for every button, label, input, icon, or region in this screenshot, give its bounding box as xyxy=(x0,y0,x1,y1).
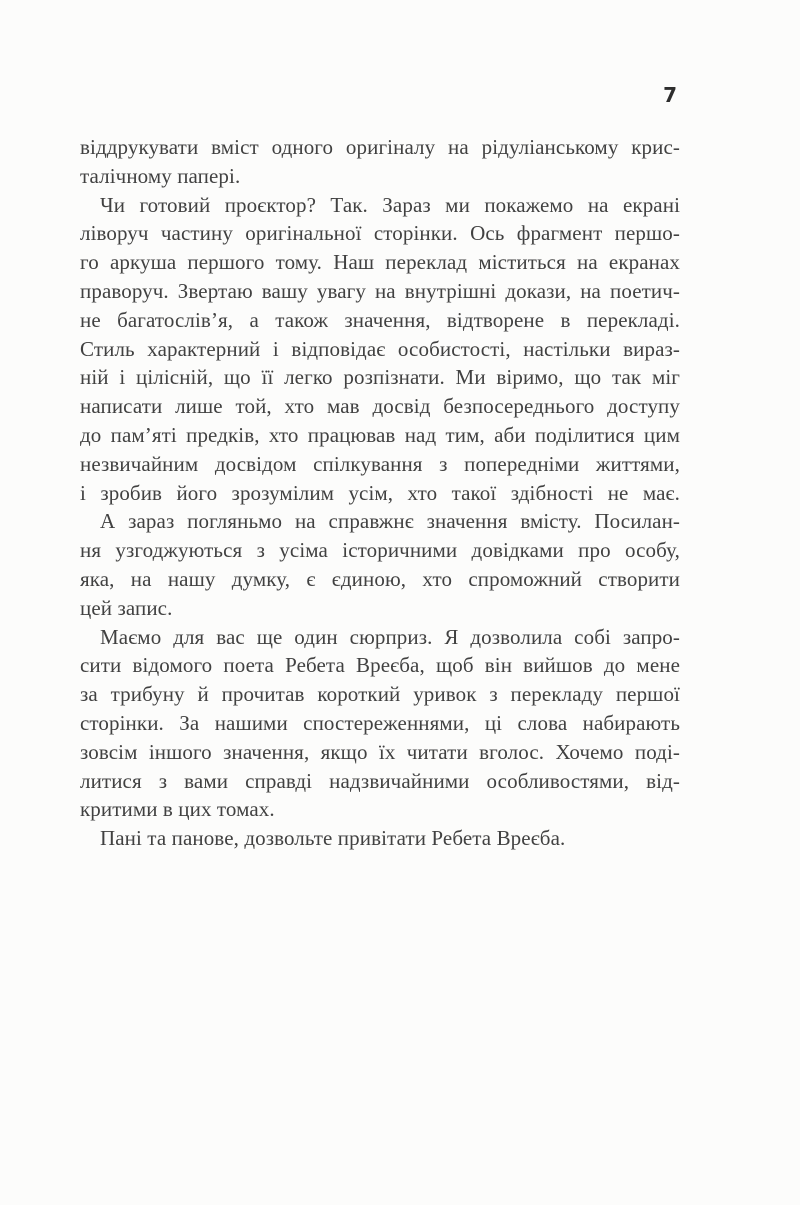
paragraph xyxy=(80,507,680,622)
text-line: написати лише той, хто мав досвід безпосереднього доступу xyxy=(80,394,680,419)
paragraph xyxy=(80,133,680,191)
text-block xyxy=(80,133,680,853)
text-line: яка, на нашу думку, є єдиною, хто спроможний створити xyxy=(80,566,680,591)
text-line: го аркуша першого тому. Наш переклад міститься на екранах xyxy=(80,250,680,275)
text-line: за трибуну й прочитав короткий уривок з перекладу першої xyxy=(80,682,680,707)
text-line: А зараз погляньмо на справжнє значення вмісту. Посилан- xyxy=(100,509,680,534)
text-line: праворуч. Звертаю вашу увагу на внутрішні докази, на поетич- xyxy=(80,278,680,303)
text-line: Пані та панове, дозвольте привітати Ребета Вреєба. xyxy=(100,826,566,851)
paragraph xyxy=(80,824,680,853)
text-line: не багатослів’я, а також значення, відтворене в перекладі. xyxy=(80,307,680,332)
text-line: талічному папері. xyxy=(80,163,241,188)
text-line: Чи готовий проєктор? Так. Зараз ми покажемо на екрані xyxy=(100,192,680,217)
text-line: ній і цілісній, що її легко розпізнати. Ми віримо, що так міг xyxy=(80,365,680,390)
paragraph xyxy=(80,623,680,825)
text-line: ліворуч частину оригінальної сторінки. Ось фрагмент першо- xyxy=(80,221,680,246)
text-line: зовсім іншого значення, якщо їх читати вголос. Хочемо поді- xyxy=(80,739,680,764)
text-line: незвичайним досвідом спілкування з попередніми життями, xyxy=(80,451,680,476)
text-line: і зробив його зрозумілим усім, хто такої здібності не має. xyxy=(80,480,680,505)
text-line: віддрукувати вміст одного оригіналу на рідуліанському крис- xyxy=(80,135,680,159)
text-line: Стиль характерний і відповідає особистості, настільки вираз- xyxy=(80,336,680,361)
text-line: литися з вами справді надзвичайними особливостями, від- xyxy=(80,768,680,793)
text-line: цей запис. xyxy=(80,595,173,620)
text-line: до пам’яті предків, хто працював над тим, аби поділитися цим xyxy=(80,422,680,447)
paragraph xyxy=(80,191,680,508)
text-line: критими в цих томах. xyxy=(80,797,275,822)
text-line: Маємо для вас ще один сюрприз. Я дозволила собі запро- xyxy=(100,624,680,649)
text-line: ня узгоджуються з усіма історичними довідками про особу, xyxy=(80,538,680,563)
text-line: сторінки. За нашими спостереженнями, ці слова набирають xyxy=(80,710,680,735)
text-line: сити відомого поета Ребета Вреєба, щоб він вийшов до мене xyxy=(80,653,680,678)
page-number: 7 xyxy=(663,83,677,107)
